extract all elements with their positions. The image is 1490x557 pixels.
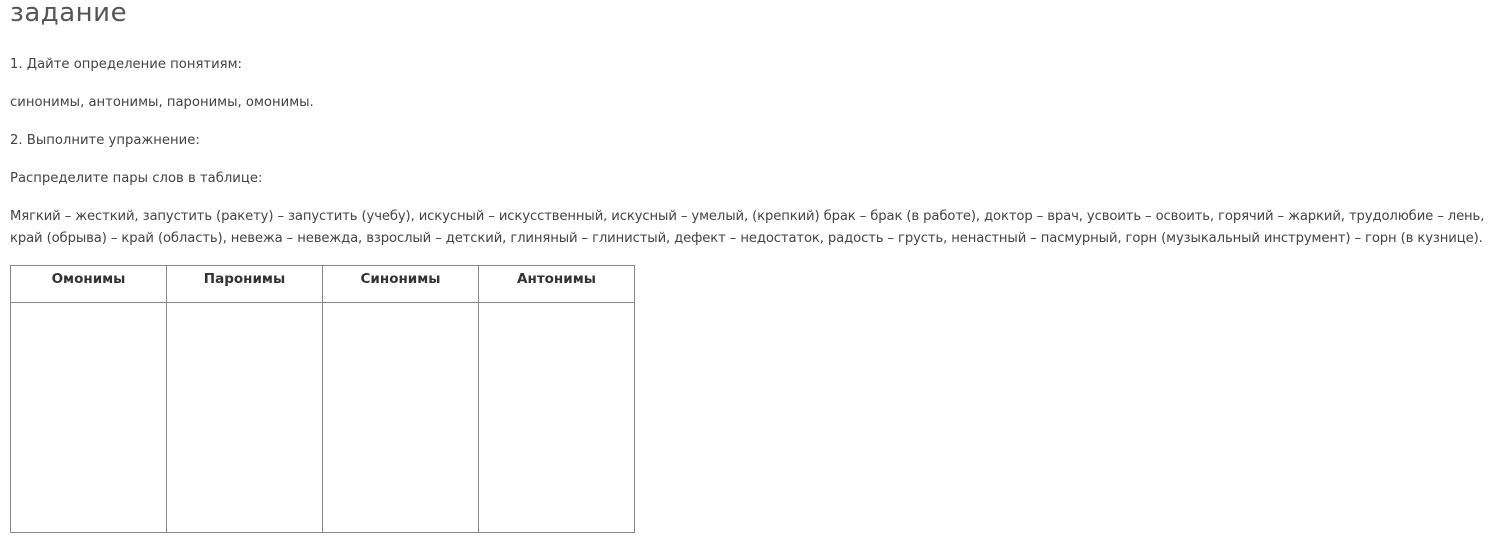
- cell-synonyms: [323, 303, 479, 533]
- table-header-row: [11, 266, 635, 303]
- classification-table: [10, 265, 635, 533]
- header-synonyms: Синонимы: [323, 266, 479, 303]
- table-row: [11, 303, 635, 533]
- header-antonyms: Антонимы: [479, 266, 635, 303]
- concepts-list-text: синонимы, антонимы, паронимы, омонимы.: [10, 95, 314, 110]
- header-homonyms: Омонимы: [11, 266, 167, 303]
- task-2-text: 2. Выполните упражнение:: [10, 133, 200, 148]
- word-pairs-text: Мягкий – жесткий, запустить (ракету) – запустить (учебу), искусный – искусственный, искусный – умелый, (крепкий) брак – брак (в работе), доктор – врач, усвоить – освоить, горячий – жаркий, трудолюбие – лень, край (обрыва) – край (область), невежа – невежда, взрослый – детский, глиняный – глинистый, дефект – недостаток, радость – грусть, ненастный – пасмурный, горн (музыкальный инструмент) – горн (в кузнице).: [10, 209, 1485, 246]
- cell-homonyms: [11, 303, 167, 533]
- header-paronyms: Паронимы: [167, 266, 323, 303]
- cell-antonyms: [479, 303, 635, 533]
- cell-paronyms: [167, 303, 323, 533]
- task-1-text: 1. Дайте определение понятиям:: [10, 57, 242, 72]
- page-title: задание: [10, 0, 128, 28]
- instruction-text: Распределите пары слов в таблице:: [10, 171, 263, 186]
